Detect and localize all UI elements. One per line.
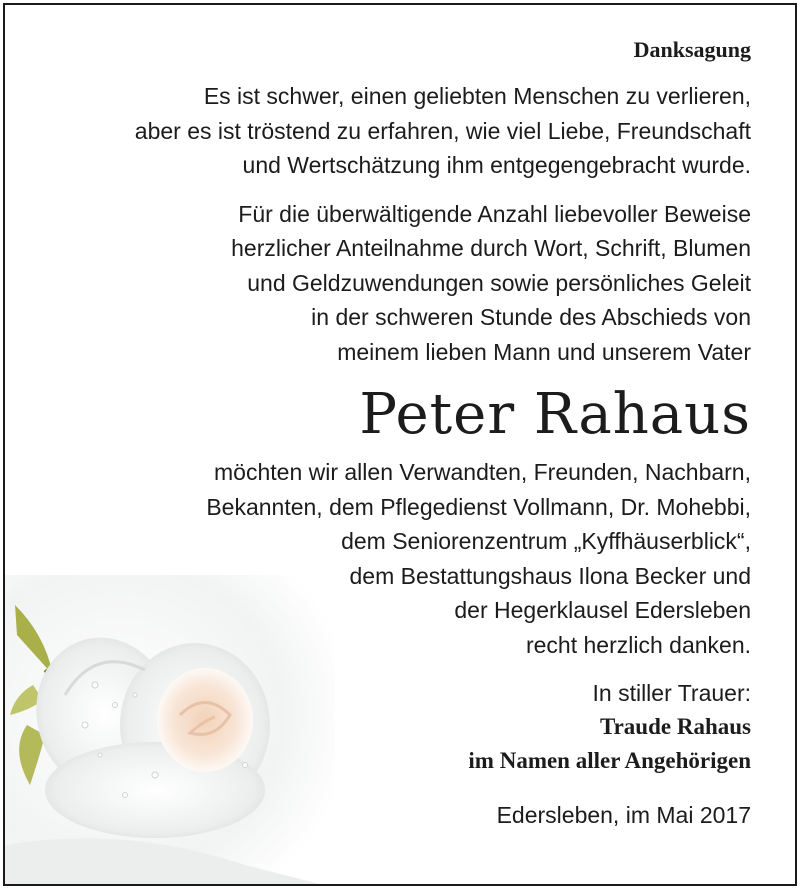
thanks-paragraph xyxy=(31,197,751,370)
signature-family: im Namen aller Angehörigen xyxy=(468,748,751,773)
signature-name: Traude Rahaus xyxy=(599,714,751,739)
thanks-line: meinem lieben Mann und unserem Vater xyxy=(337,338,751,365)
recipients-paragraph xyxy=(31,455,751,662)
place-date: Edersleben, im Mai 2017 xyxy=(496,802,751,828)
text-column xyxy=(31,35,751,832)
intro-line: aber es ist tröstend zu erfahren, wie viel Liebe, Freundschaft xyxy=(134,117,751,144)
recipients-line: möchten wir allen Verwandten, Freunden, Nachbarn, xyxy=(214,459,751,485)
thanks-line: herzlicher Anteilnahme durch Wort, Schrift, Blumen xyxy=(231,235,751,261)
recipients-line: Bekannten, dem Pflegedienst Vollmann, Dr. Mohebbi, xyxy=(206,493,751,520)
signature-block xyxy=(31,676,751,778)
recipients-line: der Hegerklausel Edersleben xyxy=(454,597,751,623)
thanks-line: in der schweren Stunde des Abschieds von xyxy=(311,304,751,330)
recipients-line: recht herzlich danken. xyxy=(525,631,751,658)
thanks-line: Für die überwältigende Anzahl liebevoller Beweise xyxy=(238,200,751,227)
intro-line: Es ist schwer, einen geliebten Menschen zu verlieren, xyxy=(203,83,751,109)
intro-line: und Wertschätzung ihm entgegengebracht wurde. xyxy=(242,152,751,178)
recipients-line: dem Seniorenzentrum „Kyffhäuserblick“, xyxy=(341,528,751,554)
recipients-line: dem Bestattungshaus Ilona Becker und xyxy=(349,562,751,589)
obituary-card xyxy=(3,3,797,886)
heading: Danksagung xyxy=(633,37,751,62)
deceased-name: Peter Rahaus xyxy=(359,382,751,447)
intro-paragraph xyxy=(31,79,751,183)
signature-intro: In stiller Trauer: xyxy=(592,680,751,706)
thanks-line: und Geldzuwendungen sowie persönliches Geleit xyxy=(247,269,751,296)
